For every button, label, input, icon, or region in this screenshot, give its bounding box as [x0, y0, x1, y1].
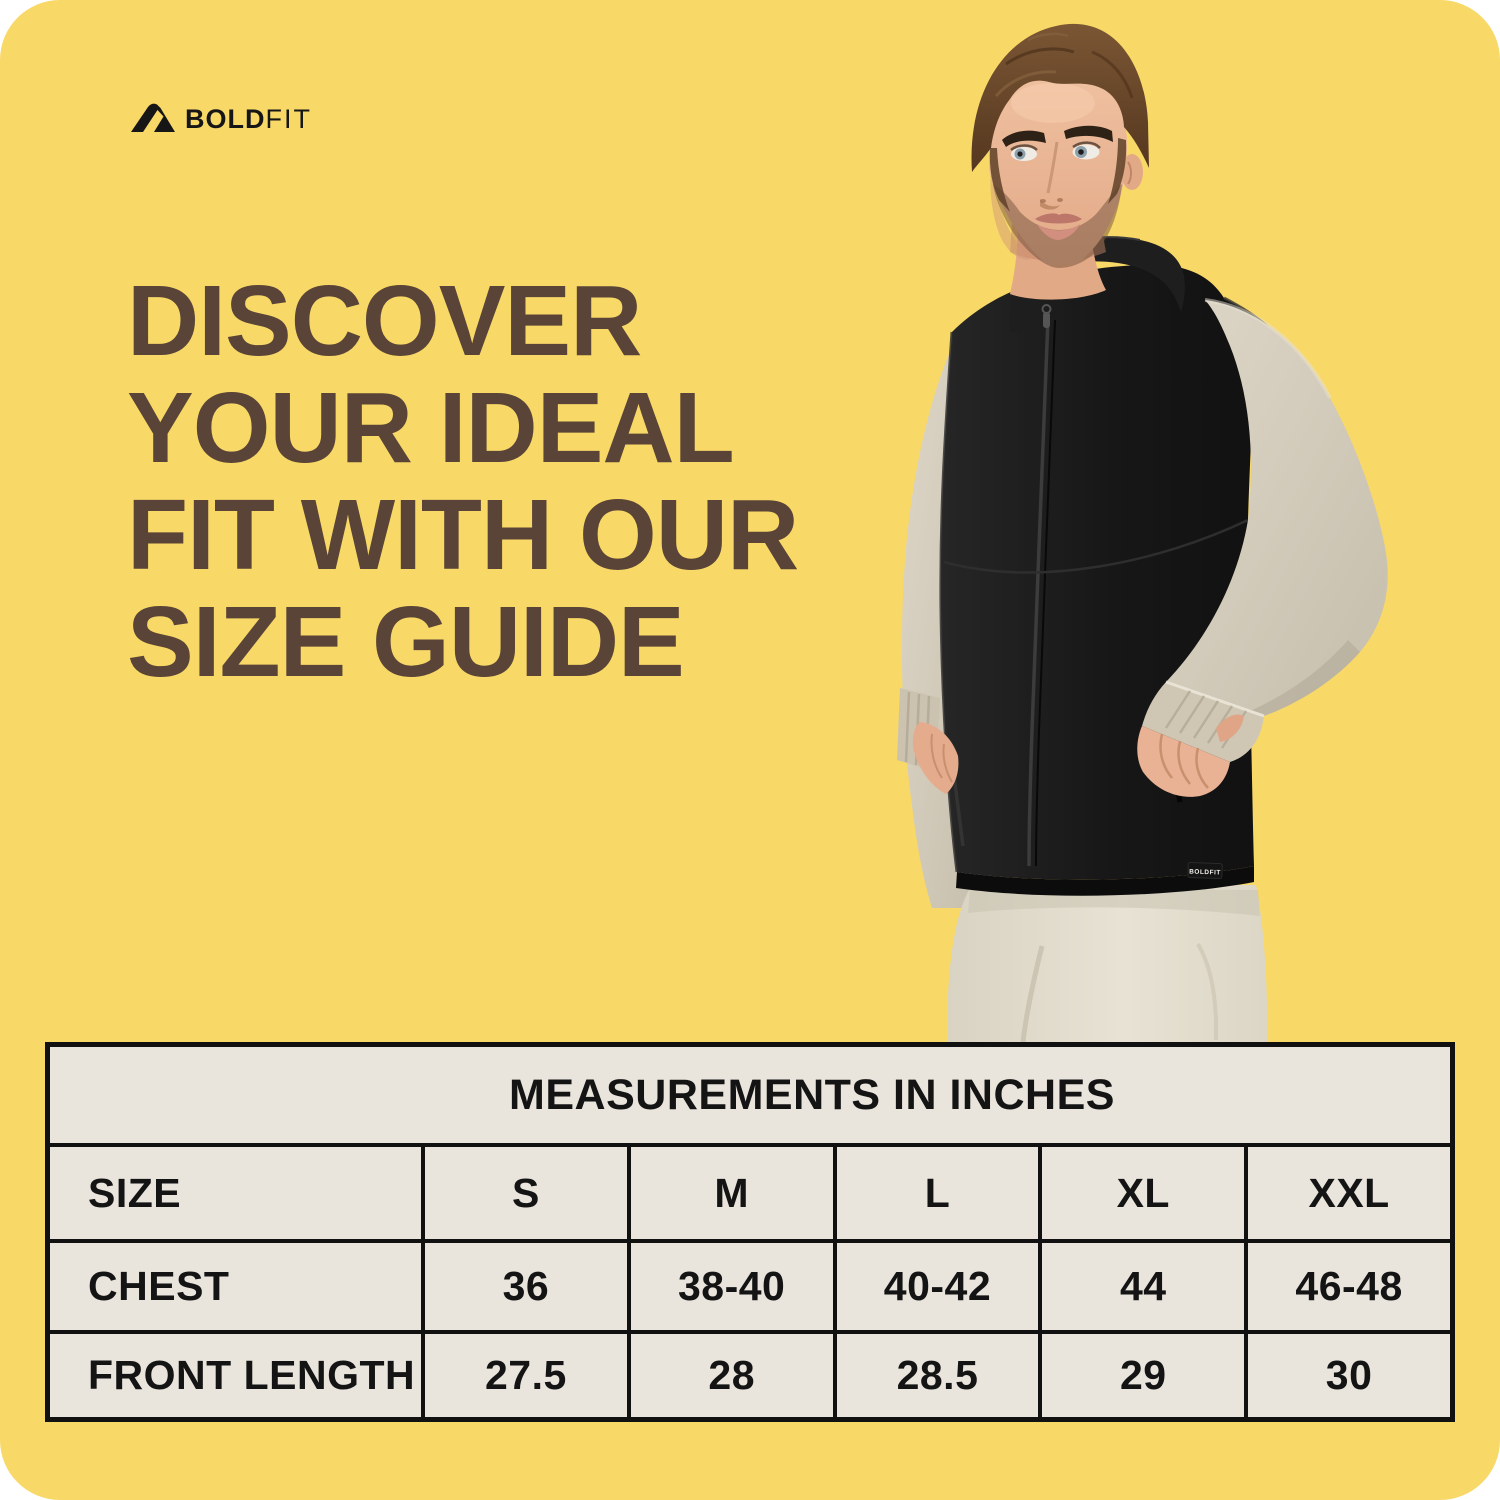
model-photo: [860, 0, 1500, 1042]
size-option-xl: XL: [1038, 1147, 1244, 1239]
front-length-value-l: 28.5: [833, 1334, 1039, 1417]
size-chart-header-row: [50, 1147, 1450, 1239]
brand-wordmark-bold: BOLD: [185, 103, 266, 134]
front-length-value-xxl: 30: [1244, 1334, 1450, 1417]
headline-line-4: SIZE GUIDE: [127, 586, 684, 698]
front-length-value-xl: 29: [1038, 1334, 1244, 1417]
brand-wordmark: [185, 104, 312, 133]
front-length-value-m: 28: [627, 1334, 833, 1417]
front-length-row-label: FRONT LENGTH: [88, 1352, 416, 1398]
model-pants: [948, 885, 1267, 1042]
chest-value-l: 40-42: [833, 1243, 1039, 1330]
headline-line-2: YOUR IDEAL: [127, 372, 734, 484]
brand-logo: [130, 100, 312, 136]
chest-row: [50, 1239, 1450, 1330]
headline-line-3: FIT WITH OUR: [127, 479, 799, 591]
headline: [127, 265, 799, 698]
size-row-label: SIZE: [88, 1169, 182, 1216]
size-option-m: M: [627, 1147, 833, 1239]
chest-value-m: 38-40: [627, 1243, 833, 1330]
size-option-xxl: XXL: [1244, 1147, 1450, 1239]
brand-wordmark-light: FIT: [265, 103, 312, 134]
front-length-value-s: 27.5: [421, 1334, 627, 1417]
vest-hem-tag: [1188, 862, 1223, 878]
chest-value-s: 36: [421, 1243, 627, 1330]
chest-row-label: CHEST: [88, 1263, 230, 1309]
vest-hem-tag-label: BOLDFIT: [1189, 868, 1221, 877]
chest-value-xxl: 46-48: [1244, 1243, 1450, 1330]
size-chart-table: [45, 1042, 1455, 1422]
headline-line-1: DISCOVER: [127, 265, 642, 377]
size-option-l: L: [833, 1147, 1039, 1239]
boldfit-a-mark-icon: [130, 102, 176, 134]
chest-value-xl: 44: [1038, 1243, 1244, 1330]
size-option-s: S: [421, 1147, 627, 1239]
front-length-row: [50, 1330, 1450, 1417]
size-chart-title: [50, 1047, 1450, 1147]
size-chart-title-text: MEASUREMENTS IN INCHES: [509, 1070, 1115, 1119]
